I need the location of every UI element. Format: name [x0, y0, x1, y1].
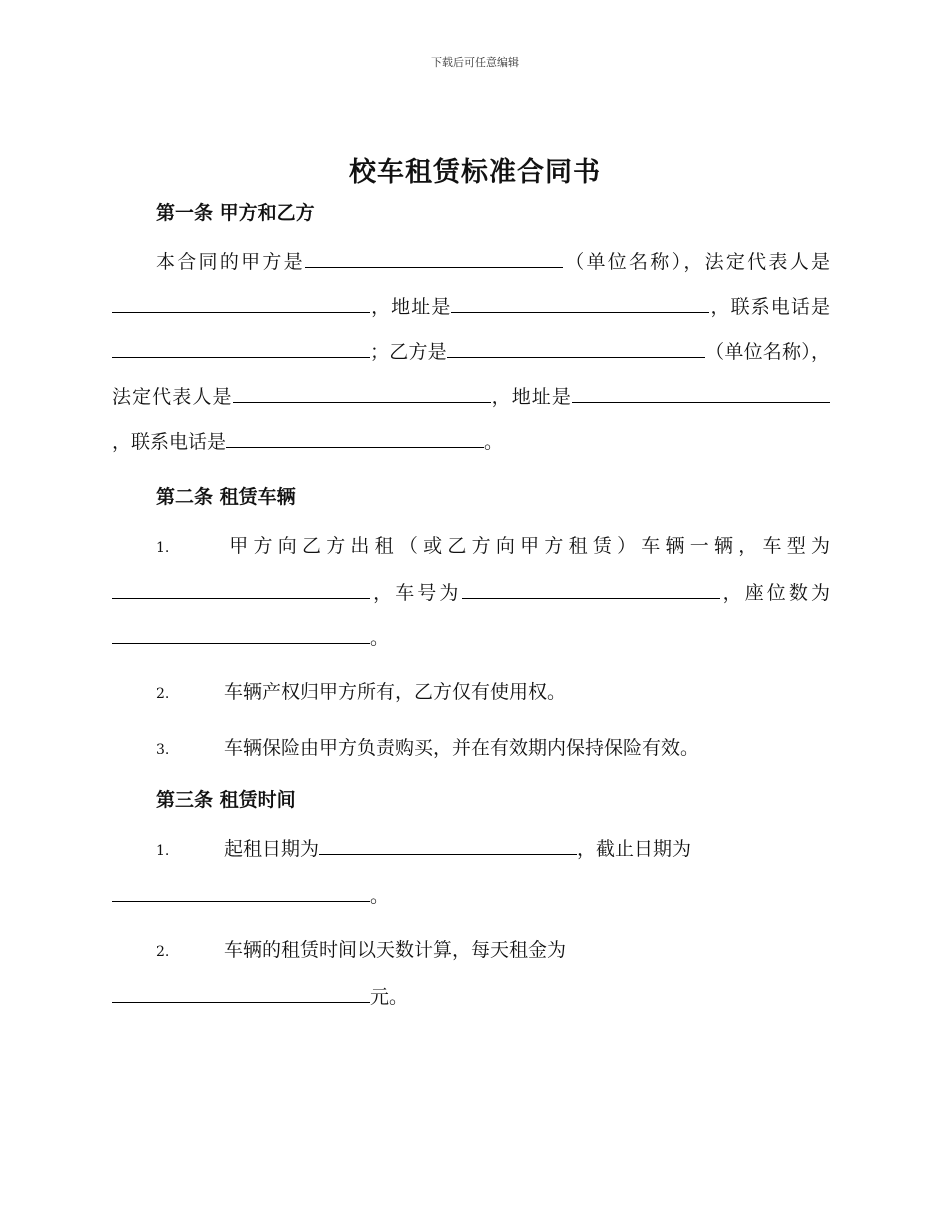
section-2-item-3: 3. 车辆保险由甲方负责购买，并在有效期内保持保险有效。 — [112, 726, 830, 773]
section-3-item-2: 2. 车辆的租赁时间以天数计算，每天租金为 元。 — [112, 928, 830, 1020]
item-number: 1. — [156, 843, 170, 859]
party-b-address-blank[interactable] — [572, 401, 830, 403]
end-date-blank[interactable] — [112, 900, 370, 902]
section-2-heading: 第二条 租赁车辆 — [156, 486, 296, 508]
section-1-paragraph: 本合同的甲方是 （单位名称），法定代表人是，地址是 ，联系电话是；乙方是 （单位名称），法定代表人是 ，地址是，联系电话是 。 — [112, 251, 830, 453]
item-number: 3. — [156, 742, 170, 758]
section-1-heading: 第一条 甲方和乙方 — [156, 202, 315, 224]
party-b-representative-blank[interactable] — [233, 401, 491, 403]
contract-body — [112, 195, 830, 1020]
party-b-name-blank[interactable] — [447, 356, 705, 358]
seat-count-blank[interactable] — [112, 642, 370, 644]
start-date-blank[interactable] — [319, 853, 577, 855]
item-number: 2. — [156, 944, 170, 960]
daily-rent-blank[interactable] — [112, 1001, 370, 1003]
document-title: 校车租赁标准合同书 — [349, 157, 601, 188]
party-a-address-blank[interactable] — [451, 311, 709, 313]
header-note: 下载后可任意编辑 — [431, 56, 519, 69]
vehicle-plate-blank[interactable] — [462, 597, 720, 599]
party-a-representative-blank[interactable] — [112, 311, 370, 313]
party-a-name-blank[interactable] — [305, 266, 563, 268]
section-3-heading: 第三条 租赁时间 — [156, 789, 296, 811]
section-2-item-1: 1. 甲方向乙方出租（或乙方向甲方租赁）车辆一辆，车型为，车号为 ，座位数为。 — [112, 524, 830, 661]
party-a-phone-blank[interactable] — [112, 356, 370, 358]
vehicle-model-blank[interactable] — [112, 597, 370, 599]
party-b-phone-blank[interactable] — [226, 446, 484, 448]
section-2-item-2: 2. 车辆产权归甲方所有，乙方仅有使用权。 — [112, 670, 830, 717]
item-number: 1. — [156, 540, 170, 556]
item-number: 2. — [156, 686, 170, 702]
section-3-item-1: 1. 起租日期为 ，截止日期为 。 — [112, 827, 830, 919]
